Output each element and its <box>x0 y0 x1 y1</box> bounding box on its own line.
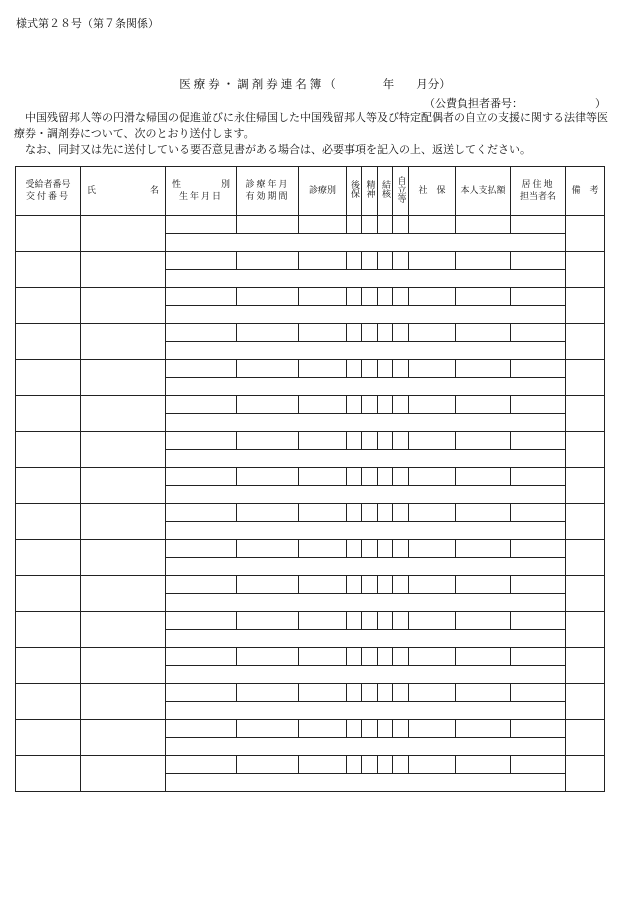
kekkaku-cell[interactable] <box>378 468 393 486</box>
seishin-cell[interactable] <box>362 324 378 342</box>
name-cell[interactable] <box>81 468 166 504</box>
remarks-cell[interactable] <box>566 396 605 432</box>
sex-cell[interactable] <box>166 504 237 522</box>
department-cell[interactable] <box>299 216 347 234</box>
shaho-cell[interactable] <box>409 576 456 594</box>
shaho-cell[interactable] <box>409 756 456 774</box>
recipient-number-cell[interactable] <box>16 252 81 288</box>
kekkaku-cell[interactable] <box>378 756 393 774</box>
table-row <box>16 648 605 666</box>
sex-cell[interactable] <box>166 756 237 774</box>
period-cell[interactable] <box>237 360 299 378</box>
copay-cell[interactable] <box>456 684 511 702</box>
name-cell[interactable] <box>81 432 166 468</box>
department-cell[interactable] <box>299 684 347 702</box>
recipient-number-cell[interactable] <box>16 216 81 252</box>
department-cell[interactable] <box>299 612 347 630</box>
jiritsu-cell[interactable] <box>393 576 409 594</box>
copay-cell[interactable] <box>456 648 511 666</box>
seishin-cell[interactable] <box>362 720 378 738</box>
table-row <box>16 252 605 270</box>
kouki-cell[interactable] <box>347 396 362 414</box>
jiritsu-cell[interactable] <box>393 720 409 738</box>
sex-cell[interactable] <box>166 684 237 702</box>
recipient-number-cell[interactable] <box>16 684 81 720</box>
kouki-cell[interactable] <box>347 252 362 270</box>
title-month-label: 月分） <box>416 77 451 91</box>
seishin-cell[interactable] <box>362 252 378 270</box>
location-cell[interactable] <box>511 756 566 774</box>
remarks-cell[interactable] <box>566 720 605 756</box>
kekkaku-cell[interactable] <box>378 540 393 558</box>
name-cell[interactable] <box>81 324 166 360</box>
recipient-number-cell[interactable] <box>16 360 81 396</box>
recipient-number-cell[interactable] <box>16 720 81 756</box>
header-sex-birthdate: 性 別 生年月日 <box>166 167 237 216</box>
period-cell[interactable] <box>237 720 299 738</box>
title-year-label: 年 <box>382 77 395 91</box>
kouki-cell[interactable] <box>347 684 362 702</box>
table-row <box>16 396 605 414</box>
department-cell[interactable] <box>299 360 347 378</box>
period-cell[interactable] <box>237 504 299 522</box>
birthdate-cell[interactable] <box>166 738 566 756</box>
sex-cell[interactable] <box>166 288 237 306</box>
copay-cell[interactable] <box>456 360 511 378</box>
name-cell[interactable] <box>81 504 166 540</box>
remarks-cell[interactable] <box>566 324 605 360</box>
shaho-cell[interactable] <box>409 288 456 306</box>
kekkaku-cell[interactable] <box>378 576 393 594</box>
location-cell[interactable] <box>511 432 566 450</box>
department-cell[interactable] <box>299 252 347 270</box>
kouki-cell[interactable] <box>347 468 362 486</box>
birthdate-cell[interactable] <box>166 378 566 396</box>
body-text <box>14 110 618 158</box>
period-cell[interactable] <box>237 396 299 414</box>
name-cell[interactable] <box>81 540 166 576</box>
birthdate-cell[interactable] <box>166 522 566 540</box>
seishin-cell[interactable] <box>362 504 378 522</box>
name-cell[interactable] <box>81 720 166 756</box>
table-row <box>16 288 605 306</box>
sex-cell[interactable] <box>166 360 237 378</box>
shaho-cell[interactable] <box>409 324 456 342</box>
kekkaku-cell[interactable] <box>378 504 393 522</box>
shaho-cell[interactable] <box>409 720 456 738</box>
kekkaku-cell[interactable] <box>378 252 393 270</box>
birthdate-cell[interactable] <box>166 306 566 324</box>
table-row <box>16 720 605 738</box>
seishin-cell[interactable] <box>362 576 378 594</box>
kouki-cell[interactable] <box>347 720 362 738</box>
birthdate-cell[interactable] <box>166 594 566 612</box>
location-cell[interactable] <box>511 216 566 234</box>
seishin-cell[interactable] <box>362 360 378 378</box>
kouki-cell[interactable] <box>347 216 362 234</box>
recipient-number-cell[interactable] <box>16 396 81 432</box>
remarks-cell[interactable] <box>566 612 605 648</box>
kouki-cell[interactable] <box>347 756 362 774</box>
period-cell[interactable] <box>237 612 299 630</box>
department-cell[interactable] <box>299 432 347 450</box>
recipient-number-cell[interactable] <box>16 468 81 504</box>
table-header-row <box>16 167 605 216</box>
kouki-cell[interactable] <box>347 648 362 666</box>
header-kouki: 後保 <box>347 167 362 216</box>
birthdate-cell[interactable] <box>166 342 566 360</box>
location-cell[interactable] <box>511 396 566 414</box>
sex-cell[interactable] <box>166 576 237 594</box>
location-cell[interactable] <box>511 324 566 342</box>
location-cell[interactable] <box>511 468 566 486</box>
jiritsu-cell[interactable] <box>393 324 409 342</box>
name-cell[interactable] <box>81 216 166 252</box>
header-remarks: 備 考 <box>566 167 605 216</box>
copay-cell[interactable] <box>456 252 511 270</box>
jiritsu-cell[interactable] <box>393 504 409 522</box>
header-jiritsu: 自立等 <box>393 167 409 216</box>
seishin-cell[interactable] <box>362 288 378 306</box>
department-cell[interactable] <box>299 468 347 486</box>
page-title <box>0 76 630 92</box>
form-number: 様式第２８号（第７条関係） <box>16 17 159 30</box>
sex-cell[interactable] <box>166 612 237 630</box>
location-cell[interactable] <box>511 576 566 594</box>
kouki-cell[interactable] <box>347 576 362 594</box>
department-cell[interactable] <box>299 324 347 342</box>
jiritsu-cell[interactable] <box>393 684 409 702</box>
period-cell[interactable] <box>237 540 299 558</box>
period-cell[interactable] <box>237 432 299 450</box>
period-cell[interactable] <box>237 648 299 666</box>
kekkaku-cell[interactable] <box>378 288 393 306</box>
birthdate-cell[interactable] <box>166 414 566 432</box>
table-row <box>16 576 605 594</box>
seishin-cell[interactable] <box>362 216 378 234</box>
payer-number-close: ） <box>595 97 606 110</box>
copay-cell[interactable] <box>456 540 511 558</box>
period-cell[interactable] <box>237 324 299 342</box>
period-cell[interactable] <box>237 576 299 594</box>
sex-cell[interactable] <box>166 216 237 234</box>
location-cell[interactable] <box>511 252 566 270</box>
birthdate-cell[interactable] <box>166 666 566 684</box>
table-row <box>16 684 605 702</box>
header-seishin: 精神 <box>362 167 378 216</box>
location-cell[interactable] <box>511 504 566 522</box>
sex-cell[interactable] <box>166 324 237 342</box>
department-cell[interactable] <box>299 756 347 774</box>
table-row <box>16 468 605 486</box>
name-cell[interactable] <box>81 684 166 720</box>
kekkaku-cell[interactable] <box>378 360 393 378</box>
kouki-cell[interactable] <box>347 504 362 522</box>
shaho-cell[interactable] <box>409 252 456 270</box>
department-cell[interactable] <box>299 576 347 594</box>
jiritsu-cell[interactable] <box>393 540 409 558</box>
jiritsu-cell[interactable] <box>393 432 409 450</box>
name-cell[interactable] <box>81 360 166 396</box>
birthdate-cell[interactable] <box>166 486 566 504</box>
shaho-cell[interactable] <box>409 684 456 702</box>
copay-cell[interactable] <box>456 504 511 522</box>
header-kekkaku: 結核 <box>378 167 393 216</box>
header-recipient-number: 受給者番号 交付番号 <box>16 167 81 216</box>
recipient-number-cell[interactable] <box>16 432 81 468</box>
jiritsu-cell[interactable] <box>393 252 409 270</box>
seishin-cell[interactable] <box>362 432 378 450</box>
birthdate-cell[interactable] <box>166 702 566 720</box>
roster-body <box>16 216 605 792</box>
header-copay: 本人支払額 <box>456 167 511 216</box>
department-cell[interactable] <box>299 396 347 414</box>
seishin-cell[interactable] <box>362 396 378 414</box>
recipient-number-cell[interactable] <box>16 288 81 324</box>
location-cell[interactable] <box>511 612 566 630</box>
birthdate-cell[interactable] <box>166 450 566 468</box>
shaho-cell[interactable] <box>409 504 456 522</box>
period-cell[interactable] <box>237 288 299 306</box>
table-row <box>16 324 605 342</box>
location-cell[interactable] <box>511 360 566 378</box>
remarks-cell[interactable] <box>566 360 605 396</box>
remarks-cell[interactable] <box>566 468 605 504</box>
remarks-cell[interactable] <box>566 432 605 468</box>
remarks-cell[interactable] <box>566 504 605 540</box>
jiritsu-cell[interactable] <box>393 360 409 378</box>
shaho-cell[interactable] <box>409 360 456 378</box>
sex-cell[interactable] <box>166 396 237 414</box>
shaho-cell[interactable] <box>409 432 456 450</box>
body-paragraph-1: 中国残留邦人等の円滑な帰国の促進並びに永住帰国した中国残留邦人等及び特定配偶者の自立の支援に関する法律等医療券・調剤券について、次のとおり送付します。 <box>14 111 608 140</box>
jiritsu-cell[interactable] <box>393 468 409 486</box>
recipient-number-cell[interactable] <box>16 324 81 360</box>
kekkaku-cell[interactable] <box>378 216 393 234</box>
jiritsu-cell[interactable] <box>393 648 409 666</box>
sex-cell[interactable] <box>166 432 237 450</box>
copay-cell[interactable] <box>456 468 511 486</box>
table-row <box>16 756 605 774</box>
jiritsu-cell[interactable] <box>393 612 409 630</box>
table-row <box>16 540 605 558</box>
remarks-cell[interactable] <box>566 648 605 684</box>
seishin-cell[interactable] <box>362 648 378 666</box>
kouki-cell[interactable] <box>347 360 362 378</box>
sex-cell[interactable] <box>166 648 237 666</box>
department-cell[interactable] <box>299 540 347 558</box>
remarks-cell[interactable] <box>566 252 605 288</box>
seishin-cell[interactable] <box>362 684 378 702</box>
name-cell[interactable] <box>81 756 166 792</box>
period-cell[interactable] <box>237 756 299 774</box>
table-row <box>16 612 605 630</box>
sex-cell[interactable] <box>166 468 237 486</box>
name-cell[interactable] <box>81 288 166 324</box>
period-cell[interactable] <box>237 684 299 702</box>
kekkaku-cell[interactable] <box>378 684 393 702</box>
birthdate-cell[interactable] <box>166 270 566 288</box>
recipient-number-cell[interactable] <box>16 576 81 612</box>
header-shaho: 社 保 <box>409 167 456 216</box>
copay-cell[interactable] <box>456 612 511 630</box>
shaho-cell[interactable] <box>409 396 456 414</box>
recipient-number-cell[interactable] <box>16 648 81 684</box>
kekkaku-cell[interactable] <box>378 396 393 414</box>
birthdate-cell[interactable] <box>166 234 566 252</box>
payer-number-label: （公費負担者番号： <box>424 97 523 110</box>
shaho-cell[interactable] <box>409 468 456 486</box>
shaho-cell[interactable] <box>409 216 456 234</box>
period-cell[interactable] <box>237 216 299 234</box>
department-cell[interactable] <box>299 504 347 522</box>
recipient-number-cell[interactable] <box>16 756 81 792</box>
table-row <box>16 360 605 378</box>
header-department: 診療別 <box>299 167 347 216</box>
copay-cell[interactable] <box>456 216 511 234</box>
period-cell[interactable] <box>237 468 299 486</box>
copay-cell[interactable] <box>456 720 511 738</box>
header-treatment-period: 診療年月 有効期間 <box>237 167 299 216</box>
birthdate-cell[interactable] <box>166 630 566 648</box>
remarks-cell[interactable] <box>566 540 605 576</box>
table-row <box>16 216 605 234</box>
period-cell[interactable] <box>237 252 299 270</box>
jiritsu-cell[interactable] <box>393 288 409 306</box>
kekkaku-cell[interactable] <box>378 324 393 342</box>
department-cell[interactable] <box>299 288 347 306</box>
name-cell[interactable] <box>81 252 166 288</box>
copay-cell[interactable] <box>456 396 511 414</box>
location-cell[interactable] <box>511 684 566 702</box>
location-cell[interactable] <box>511 540 566 558</box>
remarks-cell[interactable] <box>566 216 605 252</box>
recipient-number-cell[interactable] <box>16 540 81 576</box>
department-cell[interactable] <box>299 648 347 666</box>
body-paragraph-2: なお、同封又は先に送付している要否意見書がある場合は、必要事項を記入の上、返送してください。 <box>25 143 531 156</box>
seishin-cell[interactable] <box>362 612 378 630</box>
shaho-cell[interactable] <box>409 612 456 630</box>
sex-cell[interactable] <box>166 252 237 270</box>
location-cell[interactable] <box>511 648 566 666</box>
remarks-cell[interactable] <box>566 288 605 324</box>
header-location-staff: 居住地 担当者名 <box>511 167 566 216</box>
seishin-cell[interactable] <box>362 756 378 774</box>
jiritsu-cell[interactable] <box>393 396 409 414</box>
kekkaku-cell[interactable] <box>378 720 393 738</box>
jiritsu-cell[interactable] <box>393 216 409 234</box>
title-main: 医療券・調剤券連名簿（ <box>179 77 339 91</box>
copay-cell[interactable] <box>456 288 511 306</box>
roster-table <box>15 166 605 792</box>
name-cell[interactable] <box>81 612 166 648</box>
kekkaku-cell[interactable] <box>378 432 393 450</box>
birthdate-cell[interactable] <box>166 774 566 792</box>
location-cell[interactable] <box>511 720 566 738</box>
recipient-number-cell[interactable] <box>16 504 81 540</box>
seishin-cell[interactable] <box>362 540 378 558</box>
kekkaku-cell[interactable] <box>378 612 393 630</box>
table-row <box>16 504 605 522</box>
copay-cell[interactable] <box>456 756 511 774</box>
name-cell[interactable] <box>81 396 166 432</box>
shaho-cell[interactable] <box>409 540 456 558</box>
remarks-cell[interactable] <box>566 684 605 720</box>
name-cell[interactable] <box>81 576 166 612</box>
recipient-number-cell[interactable] <box>16 612 81 648</box>
kekkaku-cell[interactable] <box>378 648 393 666</box>
public-payer-number <box>424 95 606 111</box>
remarks-cell[interactable] <box>566 756 605 792</box>
copay-cell[interactable] <box>456 576 511 594</box>
kouki-cell[interactable] <box>347 612 362 630</box>
seishin-cell[interactable] <box>362 468 378 486</box>
sex-cell[interactable] <box>166 540 237 558</box>
name-cell[interactable] <box>81 648 166 684</box>
remarks-cell[interactable] <box>566 576 605 612</box>
copay-cell[interactable] <box>456 432 511 450</box>
kouki-cell[interactable] <box>347 540 362 558</box>
birthdate-cell[interactable] <box>166 558 566 576</box>
kouki-cell[interactable] <box>347 432 362 450</box>
kouki-cell[interactable] <box>347 288 362 306</box>
copay-cell[interactable] <box>456 324 511 342</box>
header-name: 氏 名 <box>81 167 166 216</box>
kouki-cell[interactable] <box>347 324 362 342</box>
table-row <box>16 432 605 450</box>
sex-cell[interactable] <box>166 720 237 738</box>
department-cell[interactable] <box>299 720 347 738</box>
shaho-cell[interactable] <box>409 648 456 666</box>
location-cell[interactable] <box>511 288 566 306</box>
jiritsu-cell[interactable] <box>393 756 409 774</box>
